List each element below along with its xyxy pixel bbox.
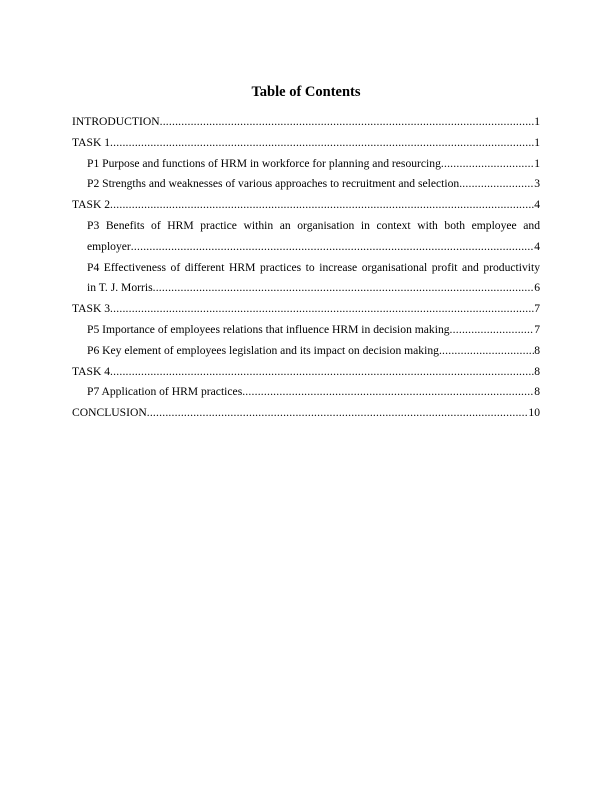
- toc-entry-label: P7 Application of HRM practices: [87, 385, 243, 399]
- toc-entry-page: 8: [534, 364, 540, 378]
- toc-entry-label: CONCLUSION: [72, 406, 147, 420]
- toc-entry-label-line1: P4 Effectiveness of different HRM practices to increase organisational profit and productivity: [87, 260, 540, 274]
- table-of-contents: [72, 112, 540, 424]
- toc-entry-label: TASK 2: [72, 198, 111, 212]
- dot-leader: [242, 382, 534, 403]
- toc-entry-page: 8: [534, 385, 540, 399]
- dot-leader: [459, 174, 534, 195]
- dot-leader: [441, 154, 534, 175]
- toc-entry-label: TASK 4: [72, 364, 111, 378]
- toc-entry-p3[interactable]: [72, 216, 540, 258]
- toc-entry-page: 4: [534, 239, 540, 253]
- toc-entry-page: 8: [534, 343, 540, 357]
- toc-entry-conclusion[interactable]: [72, 403, 540, 424]
- toc-entry-page: 6: [534, 281, 540, 295]
- dot-leader: [131, 237, 534, 258]
- toc-entry-label: P5 Importance of employees relations that influence HRM in decision making: [87, 322, 450, 336]
- toc-entry-task-4[interactable]: [72, 362, 540, 383]
- dot-leader: [439, 341, 534, 362]
- toc-entry-label: P2 Strengths and weaknesses of various approaches to recruitment and selection: [87, 177, 460, 191]
- toc-entry-p6[interactable]: [72, 341, 540, 362]
- toc-entry-label: TASK 1: [72, 135, 111, 149]
- dot-leader: [110, 299, 534, 320]
- toc-entry-page: 1: [534, 135, 540, 149]
- toc-entry-task-2[interactable]: [72, 195, 540, 216]
- toc-entry-p5[interactable]: [72, 320, 540, 341]
- toc-entry-label: P1 Purpose and functions of HRM in workforce for planning and resourcing: [87, 156, 441, 170]
- toc-entry-label-line2: in T. J. Morris: [87, 281, 153, 295]
- dot-leader: [160, 112, 535, 133]
- toc-entry-page: 4: [534, 198, 540, 212]
- dot-leader: [110, 362, 534, 383]
- toc-entry-page: 7: [534, 302, 540, 316]
- toc-entry-label-line2: employer: [87, 239, 131, 253]
- toc-entry-page: 10: [528, 406, 540, 420]
- toc-entry-page: 3: [534, 177, 540, 191]
- toc-title: Table of Contents: [251, 84, 361, 100]
- toc-entry-label-line1: P3 Benefits of HRM practice within an organisation in context with both employee and: [87, 218, 540, 232]
- toc-entry-introduction[interactable]: [72, 112, 540, 133]
- toc-entry-task-3[interactable]: [72, 299, 540, 320]
- toc-entry-p1[interactable]: [72, 154, 540, 175]
- toc-entry-page: 7: [534, 322, 540, 336]
- toc-entry-p7[interactable]: [72, 382, 540, 403]
- dot-leader: [110, 195, 534, 216]
- toc-entry-p2[interactable]: [72, 174, 540, 195]
- dot-leader: [147, 403, 529, 424]
- dot-leader: [110, 133, 534, 154]
- dot-leader: [450, 320, 535, 341]
- toc-entry-label: P6 Key element of employees legislation and its impact on decision making: [87, 343, 439, 357]
- toc-entry-task-1[interactable]: [72, 133, 540, 154]
- toc-entry-page: 1: [534, 156, 540, 170]
- toc-entry-page: 1: [534, 115, 540, 128]
- toc-entry-label: INTRODUCTION: [72, 115, 160, 128]
- toc-entry-label: TASK 3: [72, 302, 111, 316]
- toc-entry-p4[interactable]: [72, 258, 540, 300]
- dot-leader: [153, 278, 535, 299]
